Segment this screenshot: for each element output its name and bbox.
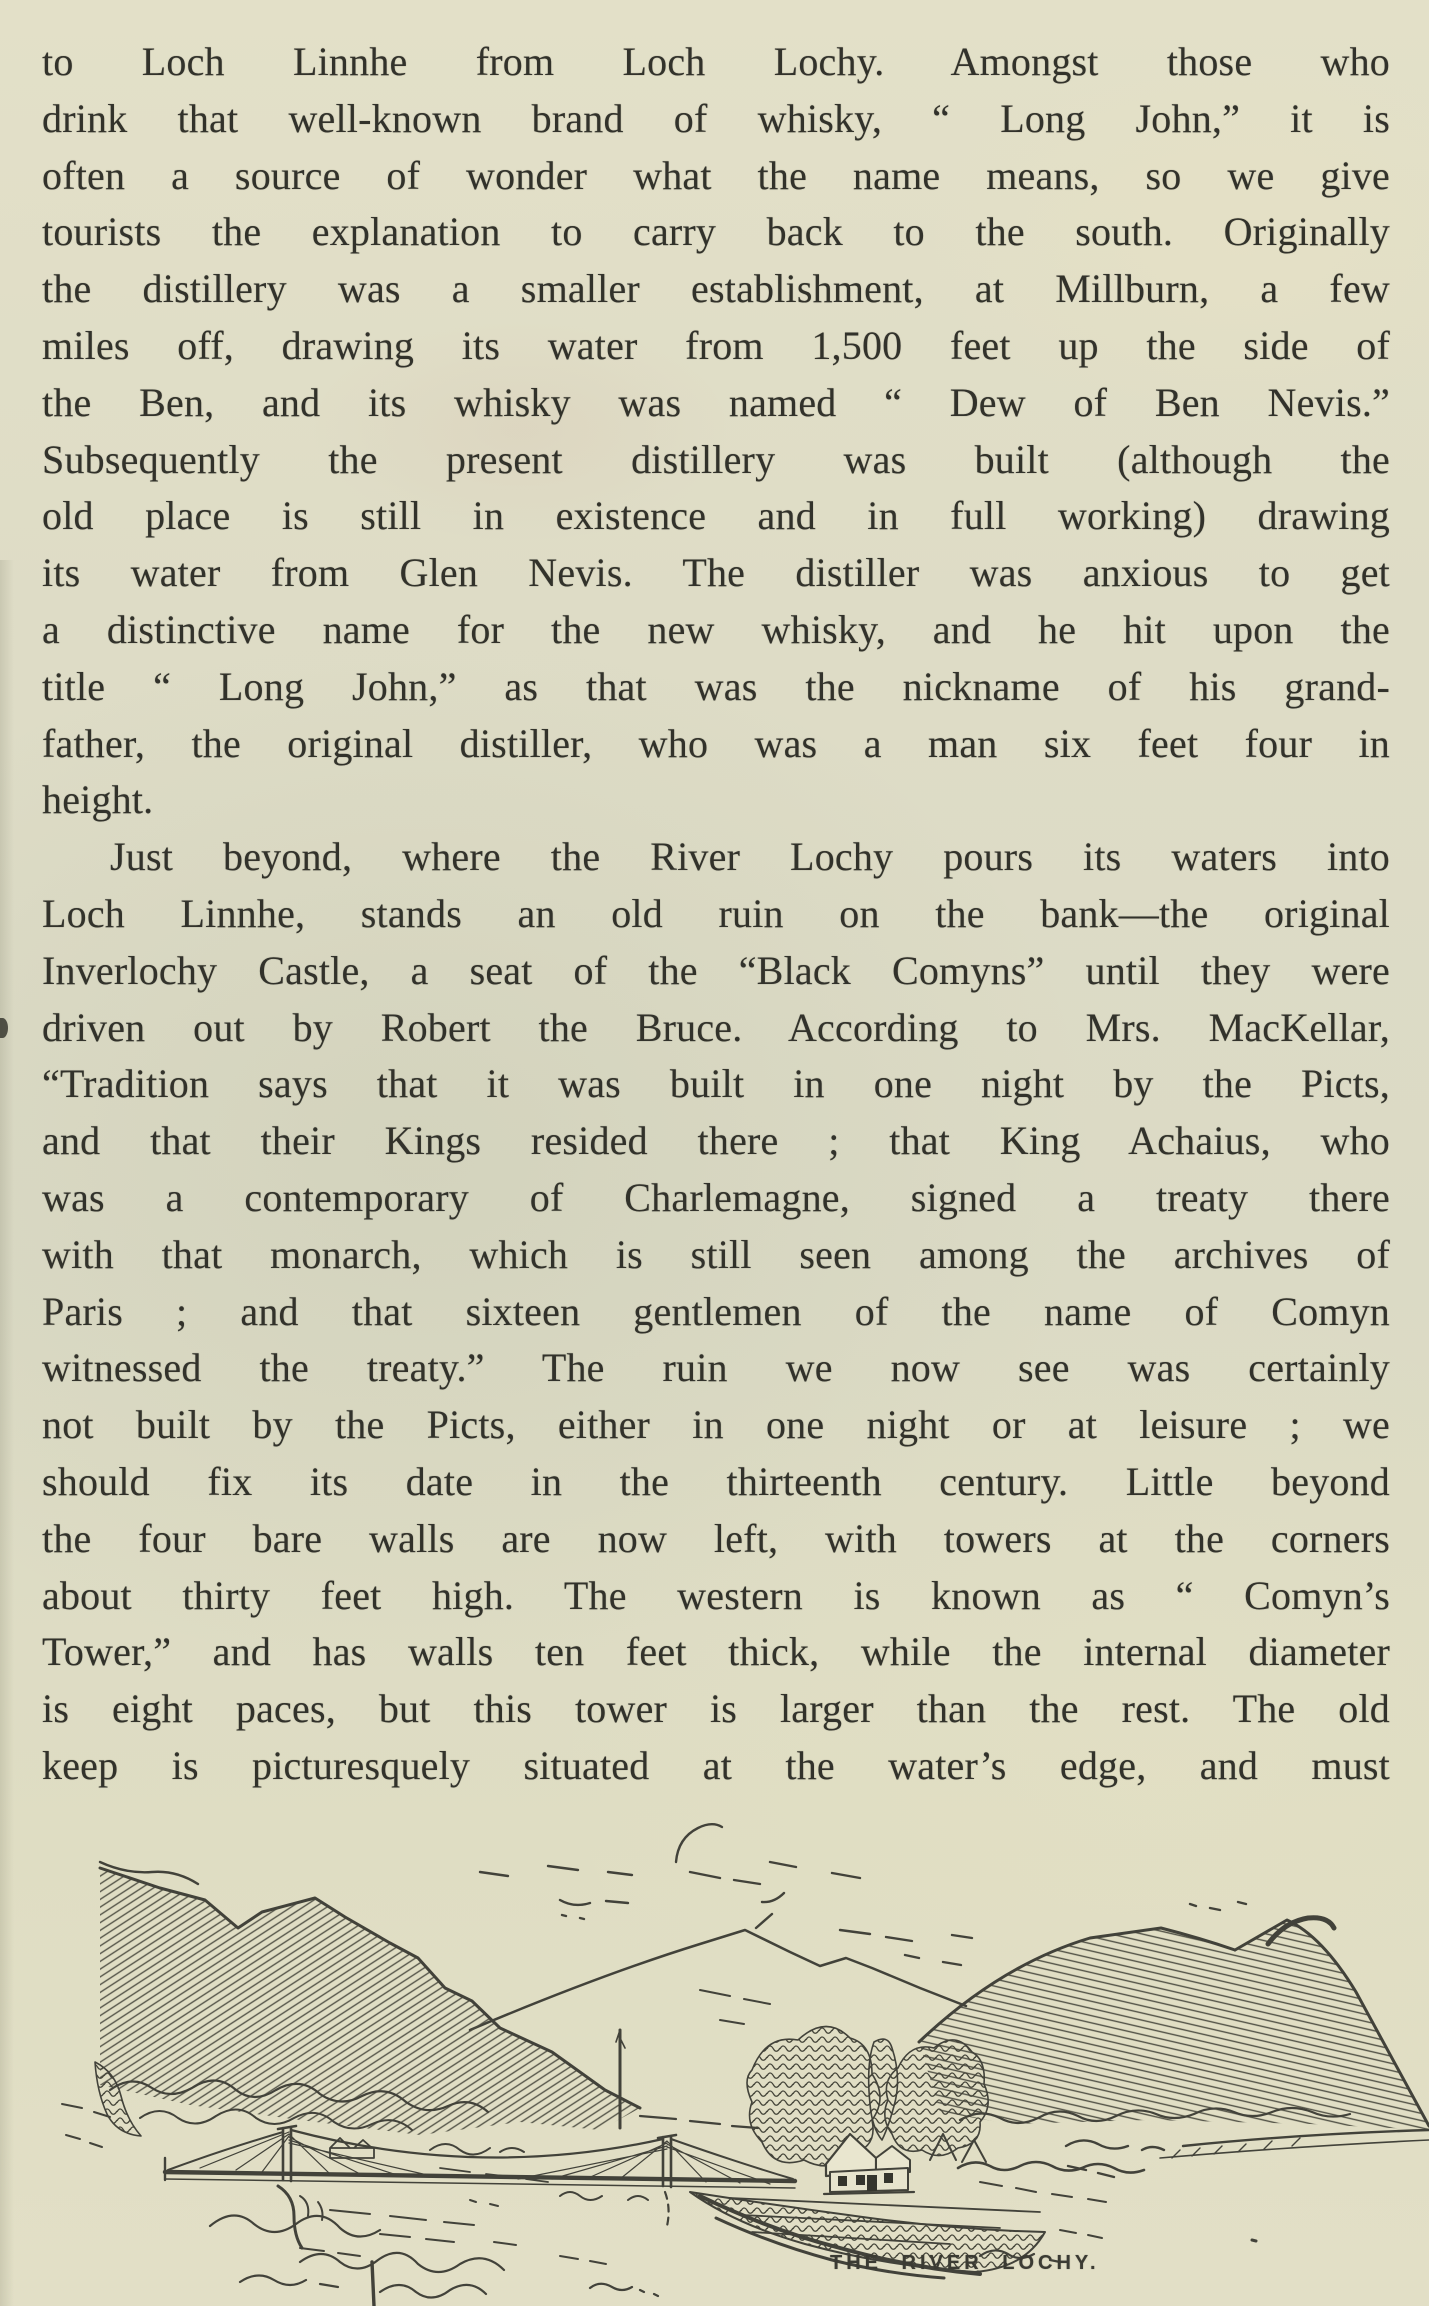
- text-line: title “ Long John,” as that was the nickname of his grand-: [42, 663, 1390, 709]
- text-line: is eight paces, but this tower is larger than the rest. The old: [42, 1686, 1390, 1732]
- text-line: about thirty feet high. The western is known as “ Comyn’s: [42, 1572, 1390, 1618]
- text-line: the distillery was a smaller establishment, at Millburn, a few: [42, 266, 1390, 312]
- text-line: a distinctive name for the new whisky, and he hit upon the: [42, 606, 1390, 652]
- text-line: Just beyond, where the River Lochy pours its waters into: [110, 834, 1390, 880]
- text-line: tourists the explanation to carry back to the south. Originally: [42, 209, 1390, 255]
- text-line: with that monarch, which is still seen among the archives of: [42, 1231, 1390, 1277]
- text-line: miles off, drawing its water from 1,500 feet up the side of: [42, 322, 1390, 368]
- text-line: father, the original distiller, who was a man six feet four in: [42, 720, 1390, 766]
- text-line: not built by the Picts, either in one night or at leisure ; we: [42, 1402, 1390, 1448]
- text-line: height.: [42, 777, 154, 823]
- right-mountain: [919, 1918, 1429, 2130]
- text-block: [42, 34, 1390, 1795]
- suspension-bridge: [165, 2126, 795, 2248]
- text-line: should fix its date in the thirteenth century. Little beyond: [42, 1458, 1390, 1504]
- water-marks: [300, 2192, 648, 2256]
- illustration-caption: THE RIVER LOCHY.: [830, 2252, 1100, 2274]
- left-mountain: [62, 1868, 640, 2158]
- text-line: old place is still in existence and in full working) drawing: [42, 493, 1390, 539]
- text-line: drink that well-known brand of whisky, “ Long John,” it is: [42, 95, 1390, 141]
- spire-and-shore: [616, 2030, 758, 2128]
- text-line: often a source of wonder what the name means, so we give: [42, 152, 1390, 198]
- text-line: witnessed the treaty.” The ruin we now see was certainly: [42, 1345, 1390, 1391]
- text-line: Subsequently the present distillery was built (although the: [42, 436, 1390, 482]
- text-line: “Tradition says that it was built in one night by the Picts,: [42, 1061, 1390, 1107]
- text-line: the Ben, and its whisky was named “ Dew of Ben Nevis.”: [42, 379, 1390, 425]
- text-line: Inverlochy Castle, a seat of the “Black Comyns” until they were: [42, 947, 1390, 993]
- text-line: Loch Linnhe, stands an old ruin on the bank—the original: [42, 890, 1390, 936]
- ink-speck: [0, 1018, 8, 1038]
- river-lochy-illustration: [0, 1790, 1429, 2306]
- text-line: and that their Kings resided there ; that King Achaius, who: [42, 1118, 1390, 1164]
- text-line: to Loch Linnhe from Loch Lochy. Amongst those who: [42, 39, 1390, 84]
- text-line: driven out by Robert the Bruce. According to Mrs. MacKellar,: [42, 1004, 1390, 1050]
- text-line: its water from Glen Nevis. The distiller was anxious to get: [42, 550, 1390, 596]
- text-line: keep is picturesquely situated at the water’s edge, and must: [42, 1742, 1390, 1788]
- paragraph: [42, 829, 1390, 1795]
- text-line: was a contemporary of Charlemagne, signed a treaty there: [42, 1174, 1390, 1220]
- paragraph: [42, 34, 1390, 829]
- text-line: Paris ; and that sixteen gentlemen of the name of Comyn: [42, 1288, 1390, 1334]
- text-line: the four bare walls are now left, with towers at the corners: [42, 1515, 1390, 1561]
- text-line: Tower,” and has walls ten feet thick, while the internal diameter: [42, 1629, 1390, 1675]
- distant-peaks: [470, 1930, 966, 2030]
